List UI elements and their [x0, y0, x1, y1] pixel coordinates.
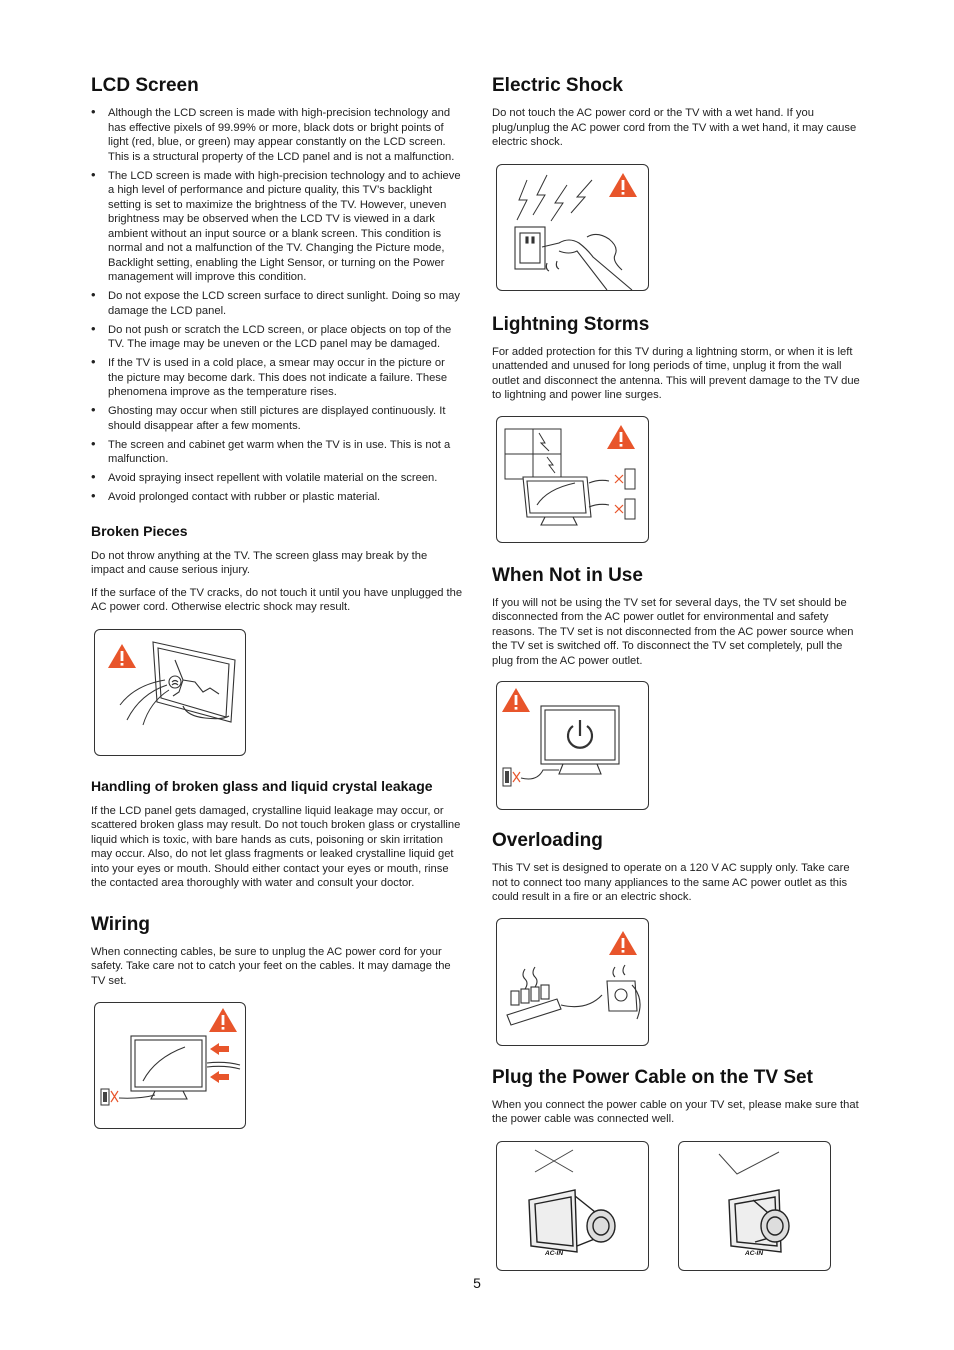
not-in-use-heading: When Not in Use — [492, 564, 643, 586]
wall-outlet-icon — [607, 965, 640, 1019]
cracked-tv-illustration — [94, 629, 246, 756]
list-item: • Do not expose the LCD screen surface to direct sunlight. Doing so may damage the LCD panel. — [91, 289, 463, 318]
warning-icon — [502, 688, 530, 712]
power-connector-icon — [529, 1190, 615, 1252]
list-item: • Avoid prolonged contact with rubber or plastic material. — [91, 490, 463, 505]
overloading-heading: Overloading — [492, 830, 603, 851]
lightning-storm-illustration — [496, 416, 649, 543]
wiring-text: When connecting cables, be sure to unplug the AC power cord for your safety. Take care not to catch your feet on the cables. It may damage the TV set. — [91, 945, 451, 987]
cross-mark-icon — [535, 1150, 573, 1172]
broken-pieces-text-1: Do not throw anything at the TV. The screen glass may break by the impact and cause serious injury. — [91, 549, 428, 576]
list-item: • Ghosting may occur when still pictures are displayed continuously. It should disappear after a few moments. — [91, 404, 463, 433]
wiring-heading: Wiring — [91, 913, 150, 935]
lightning-icon — [517, 175, 592, 221]
list-item: • Do not push or scratch the LCD screen, or place objects on top of the TV. The image may be uneven or the LCD panel may be damaged. — [91, 323, 463, 352]
list-item: • The LCD screen is made with high-precision technology and to achieve a high level of performance and picture quality, this TV’s backlight setting is set to maximize the brightness of the TV. However, uneven brightness may be observed when the LCD TV is viewed in a dark ambient without an input source or a blank screen. This condition is normal and not a malfunction of the TV. Changing the Picture mode, Backlight setting, enabling the Light Sensor, or turning on the Power management will improve this condition. — [91, 169, 463, 285]
right-column — [492, 74, 860, 1271]
electric-shock-heading: Electric Shock — [492, 75, 623, 96]
plug-right-illustration — [678, 1141, 831, 1271]
check-mark-icon — [719, 1152, 779, 1174]
list-item: • The screen and cabinet get warm when the TV is in use. This is not a malfunction. — [91, 438, 463, 467]
power-off-illustration — [496, 681, 649, 810]
warning-icon — [609, 173, 637, 197]
lcd-screen-list — [91, 106, 463, 505]
plug-wrong-illustration — [496, 1141, 649, 1271]
ac-in-label: AC-IN — [745, 1249, 764, 1257]
electric-shock-text: Do not touch the AC power cord or the TV with a wet hand. If you plug/unplug the AC power cord from the TV with a wet hand, it may cause electric shock. — [492, 107, 857, 148]
not-in-use-text: If you will not be using the TV set for several days, the TV set should be disconnected from the AC power outlet for environmental and safety reasons. The TV set is not disconnected from the AC power source when the TV set is switched off. To disconnect the TV set completely, pull the plug from the AC power outlet. — [492, 596, 854, 667]
ac-in-label: AC-IN — [545, 1249, 564, 1257]
list-item: • If the TV is used in a cold place, a smear may occur in the picture or the picture may become dark. This does not indicate a failure. These phenomena improve as the temperature rises. — [91, 356, 463, 400]
warning-icon — [108, 644, 136, 668]
list-item: • Avoid spraying insect repellent with volatile material on the screen. — [91, 471, 463, 486]
hand-icon — [542, 234, 632, 290]
overloading-text: This TV set is designed to operate on a 120 V AC supply only. Take care not to connect too many appliances to the same AC power outlet as this could result in a fire or an electric shock. — [492, 862, 850, 903]
broken-glass-text: If the LCD panel gets damaged, crystalline liquid leakage may occur, or scattered broken glass may result. Do not touch broken glass or crystalline liquid which is toxic, with bare hands as cuts, poisoning or skin irritation may occur. Also, do not let glass fragments or leaked crystalline liquid get into your eyes or mouth. Should either contact your eyes or mouth, rinse the contacted area thoroughly with water and consult your doctor. — [91, 804, 461, 889]
tv-icon — [541, 706, 619, 774]
warning-icon — [607, 425, 635, 449]
plug-illustrations — [496, 1141, 860, 1271]
lightning-text: For added protection for this TV during a lightning storm, or when it is left unattended and unused for long periods of time, unplug it from the wall outlet and disconnect the antenna. This will prevent damage to the TV due to lightning and power line surges. — [492, 345, 860, 401]
power-connector-icon — [729, 1190, 789, 1252]
hand-motion-lines — [120, 680, 169, 725]
warning-icon — [609, 931, 637, 955]
power-icon — [568, 720, 592, 748]
electric-shock-illustration — [496, 164, 649, 291]
tv-icon — [131, 1036, 240, 1099]
lightning-heading: Lightning Storms — [492, 313, 650, 335]
broken-pieces-text-2: If the surface of the TV cracks, do not touch it until you have unplugged the AC power cord. Otherwise electric shock may result. — [91, 586, 463, 613]
left-column — [91, 74, 463, 1129]
wall-outlet-icon — [515, 227, 545, 269]
wall-outlet-icon — [503, 768, 559, 786]
broken-glass-heading: Handling of broken glass and liquid crystal leakage — [91, 777, 433, 794]
list-item: • Although the LCD screen is made with high-precision technology and has effective pixels of 99.99% or more, black dots or bright points of light (red, blue, or green) may appear constantly on the LCD screen. This is a structural property of the LCD panel and is not a malfunction. — [91, 106, 463, 164]
page-number: 5 — [473, 1275, 481, 1291]
wall-outlet-icon — [615, 469, 635, 519]
overloading-illustration — [496, 918, 649, 1046]
plug-power-heading: Plug the Power Cable on the TV Set — [492, 1066, 813, 1088]
tv-icon — [153, 642, 235, 722]
lcd-screen-heading: LCD Screen — [91, 75, 199, 96]
broken-pieces-heading: Broken Pieces — [91, 522, 188, 539]
window-icon — [505, 429, 561, 479]
warning-icon — [209, 1008, 237, 1032]
wiring-illustration — [94, 1002, 246, 1129]
power-strip-icon — [507, 967, 602, 1025]
tv-icon — [523, 477, 609, 525]
plug-power-text: When you connect the power cable on your TV set, please make sure that the power cable was connected well. — [492, 1098, 859, 1125]
